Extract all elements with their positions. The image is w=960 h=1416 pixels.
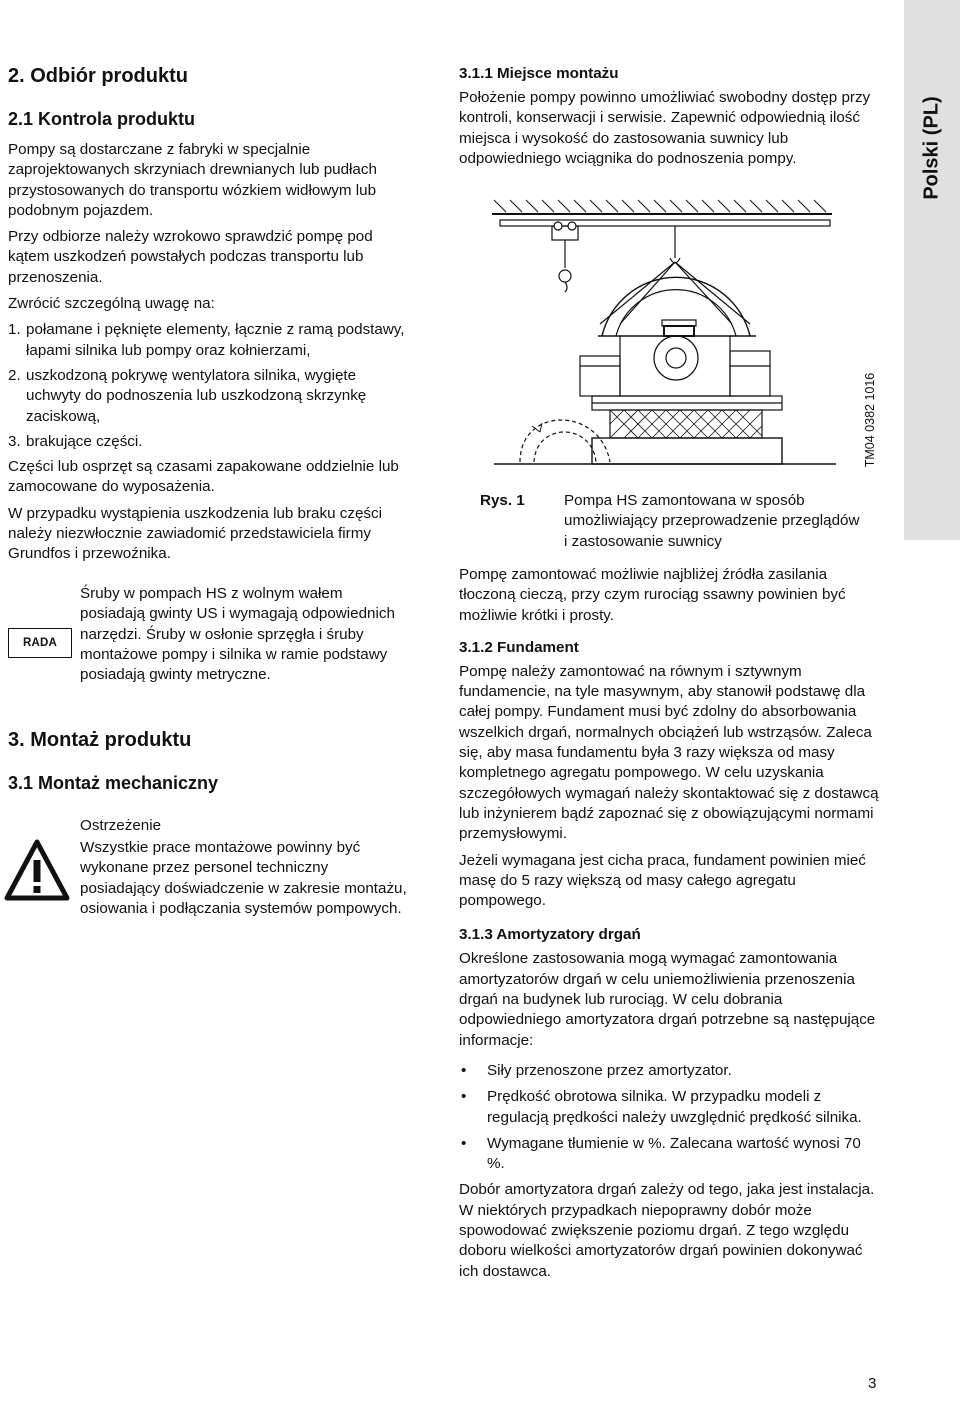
section-3-title: 3. Montaż produktu: [8, 729, 192, 751]
figure-label: Rys. 1: [480, 492, 525, 509]
paragraph-quiet-operation: Jeżeli wymagana jest cicha praca, fundament powinien mieć masę do 5 razy większą od masy całego agregatu pompowego.: [459, 851, 866, 910]
paragraph-location: Położenie pompy powinno umożliwiać swobodny dostęp przy kontroli, konserwacji i serwisie. Zapewnić odpowiednią ilość miejsca i wysokość do zastosowania suwnicy lub odpowiedniego wciągnika do podnoszenia pompy.: [459, 89, 871, 167]
warning-triangle-icon: [4, 838, 70, 904]
right-column-bottom: [459, 565, 879, 1288]
section-3-1-title: 3.1 Montaż mechaniczny: [8, 773, 219, 793]
rada-label-box: RADA: [8, 628, 72, 658]
section-2-title: 2. Odbiór produktu: [8, 65, 188, 87]
section-3-1-2-title: 3.1.2 Fundament: [459, 638, 579, 656]
paragraph-damper-selection: Dobór amortyzatora drgań zależy od tego, jaka jest instalacja. W niektórych przypadkach niepoprawny dobór może spowodować zwiększenie poziomu drgań. Z tego względu doboru wielkości amortyzatorów drgań powinien dokonywać ich dostawca.: [459, 1181, 875, 1280]
language-side-tab: [904, 0, 960, 540]
list-item: • Prędkość obrotowa silnika. W przypadku modeli z regulacją prędkości należy uwzględnić prędkość silnika.: [461, 1088, 862, 1126]
warning-text: Wszystkie prace montażowe powinny być wykonane przez personel techniczny posiadający doświadczenie w zakresie montażu, osiowania i podłączania systemów pompowych.: [80, 839, 407, 917]
right-column-top: [459, 64, 879, 175]
paragraph-placement: Pompę zamontować możliwie najbliżej źródła zasilania tłoczoną cieczą, przy czym rurociąg ssawny powinien być możliwie krótki i prosty.: [459, 566, 846, 624]
rada-note-text: Śruby w pompach HS z wolnym wałem posiadają gwinty US i wymagają odpowiednich narzędzi. Śruby w osłonie sprzęgła i śruby montażowe pompy i silnika w ramie podstawy posiadają gwinty metryczne.: [80, 585, 395, 684]
list-item: 1. połamane i pęknięte elementy, łącznie z ramą podstawy, łapami silnika lub pompy oraz kołnierzami,: [8, 321, 405, 359]
left-column: [8, 64, 408, 571]
figure-caption: Pompa HS zamontowana w sposób umożliwiający przeprowadzenie przeglądów i zastosowanie suwnicy: [564, 492, 860, 550]
paragraph-dampers: Określone zastosowania mogą wymagać zamontowania amortyzatorów drgań w celu uniemożliwienia przenoszenia drgań na budynek lub rurociąg. W celu dobrania odpowiedniego amortyzatora drgań potrzebne są następujące informacje:: [459, 950, 876, 1049]
language-tab-label: Polski (PL): [920, 96, 943, 200]
warning-title: Ostrzeżenie: [80, 817, 162, 834]
list-item: • Wymagane tłumienie w %. Zalecana wartość wynosi 70 %.: [461, 1134, 861, 1173]
paragraph-foundation: Pompę należy zamontować na równym i sztywnym fundamencie, na tyle masywnym, aby stanowił podstawę dla całej pompy. Fundament musi być zdolny do absorbowania wszelkich drgań, normalnych obciążeń lub wstrząsów. Zaleca się, aby masa fundamentu była 3 razy większa od masy kompletnego agregatu pompowego. W celu uzyskania szczegółowych wymagań należy skontaktować się z dostawcą lub inżynierem bądź zapoznać się z obowiązującymi normami przemysłowymi.: [459, 662, 879, 843]
section-3-1-3-title: 3.1.3 Amortyzatory drgań: [459, 926, 641, 944]
list-item: • Siły przenoszone przez amortyzator.: [461, 1061, 732, 1079]
list-item: 3. brakujące części.: [8, 432, 143, 450]
paragraph-damage-notify: W przypadku wystąpienia uszkodzenia lub braku części należy niezwłocznie zawiadomić przedstawiciela firmy Grundfos i przewoźnika.: [8, 504, 382, 563]
pump-crane-illustration: [480, 196, 840, 486]
paragraph-accessories: Części lub osprzęt są czasami zapakowane oddzielnie lub zamocowane do wyposażenia.: [8, 458, 399, 496]
paragraph-attention: Zwrócić szczególną uwagę na:: [8, 295, 215, 313]
damper-info-list: [459, 1061, 879, 1174]
paragraph-packaging: Pompy są dostarczane z fabryki w specjalnie zaprojektowanych skrzyniach drewnianych lub pudłach przystosowanych do transportu wózkiem widłowym lub podobnym pojazdem.: [8, 141, 377, 219]
damage-list: [8, 320, 408, 452]
page-number: 3: [868, 1375, 877, 1392]
list-item: 2. uszkodzoną pokrywę wentylatora silnika, wygięte uchwyty do podnoszenia lub uszkodzoną skrzynkę zaciskową,: [8, 366, 367, 425]
paragraph-inspection: Przy odbiorze należy wzrokowo sprawdzić pompę pod kątem uszkodzeń powstałych podczas transportu lub przenoszenia.: [8, 228, 373, 286]
section-3-1-1-title: 3.1.1 Miejsce montażu: [459, 65, 619, 82]
figure-code: TM04 0382 1016: [863, 372, 877, 468]
section-2-1-title: 2.1 Kontrola produktu: [8, 109, 196, 129]
